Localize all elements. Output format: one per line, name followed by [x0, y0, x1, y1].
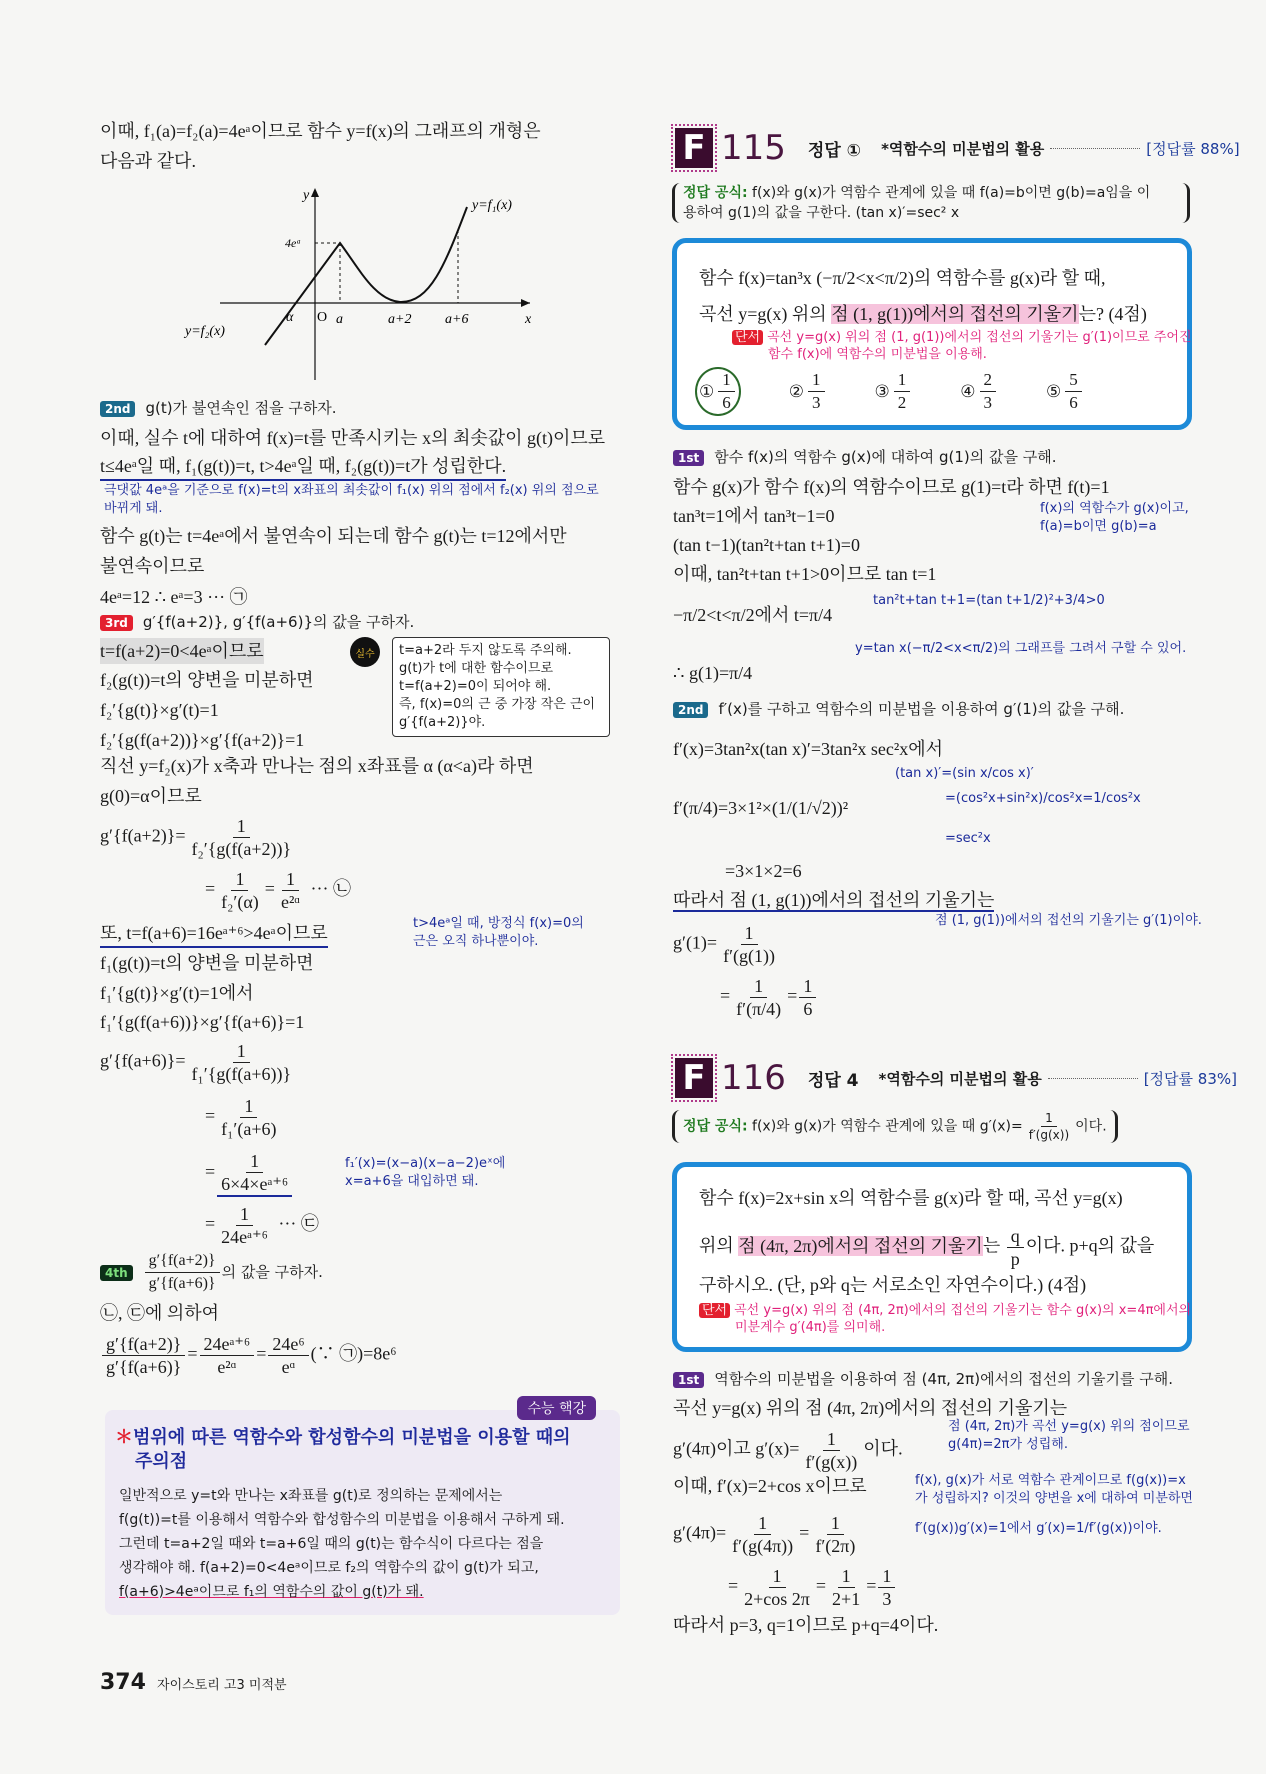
- text-line: 이때, 실수 t에 대하여 f(x)=t를 만족시키는 x의 최솟값이 g(t)이므로: [100, 428, 606, 448]
- text-line: 함수 g(x)가 함수 f(x)의 역함수이므로 g(1)=t라 하면 f(t)=1: [673, 477, 1110, 497]
- text-line: 또, t=f(a+6)=16eᵃ⁺⁶>4eᵃ이므로: [100, 920, 328, 948]
- side-note: tan²t+tan t+1=(tan t+1/2)²+3/4>0: [873, 593, 1105, 608]
- page-footer: [100, 1670, 287, 1695]
- side-note: x=a+6을 대입하면 돼.: [345, 1174, 479, 1189]
- hint: 단서 곡선 y=g(x) 위의 점 (1, g(1))에서의 접선의 기울기는 g′(1)이므로 주어진 함수 f(x)에 역함수의 미분법을 이용해.: [732, 329, 1192, 363]
- side-note: f(x), g(x)가 서로 역함수 관계이므로 f(g(x))=x: [915, 1473, 1186, 1488]
- equation: = $\frac{1}{\text{f₁′(a+6)}}$: [205, 1096, 277, 1139]
- equation: = $\frac{1}{\text{6×4×eᵃ⁺⁶}}$: [205, 1150, 294, 1197]
- tip-body: 일반적으로 y=t와 만나는 x좌표를 g(t)로 정의하는 문제에서는 f(g(t))=t를 이용해서 역함수와 합성함수의 미분법을 이용해서 구하게 돼. 그런데 t=a+2일 때와 t=a+6일 때의 g(t)는 함수식이 다르다는 점을 생각해야 해. f(a+2)=0<4eᵃ이므로 f₂의 역함수의 값이 g(t)가 되고, f(a+6)>4eᵃ이므로 f₁의 역함수의 값이 g(t)가 돼.: [119, 1488, 565, 1600]
- text-line: 따라서 p=3, q=1이므로 p+q=4이다.: [673, 1615, 939, 1635]
- question-text: 구하시오. (단, p와 q는 서로소인 자연수이다.) (4점): [699, 1275, 1087, 1295]
- text-line: f₁(g(t))=t의 양변을 미분하면: [100, 953, 314, 973]
- equation: = $\frac{1}{f'(\pi/4)}$ = $\frac{1}{6}$: [720, 975, 818, 1020]
- alpha-label: α: [286, 310, 294, 325]
- side-note: t>4eᵃ일 때, 방정식 f(x)=0의: [413, 916, 584, 931]
- answer-choice[interactable]: ⑤ 5 6: [1046, 367, 1084, 416]
- step-title: g(t)가 불연속인 점을 구하자.: [145, 399, 337, 417]
- text-line: f₁′{g(f(a+6))}×g′{f(a+6)}=1: [100, 1012, 305, 1032]
- tip-box: [105, 1401, 620, 1615]
- side-note: 극댓값 4eᵃ을 기준으로 f(x)=t의 x좌표의 최솟값이 f₁(x) 위의 점에서 f₂(x) 위의 점으로: [104, 483, 599, 498]
- text-line: 직선 y=f₂(x)가 x축과 만나는 점의 x좌표를 α (α<a)라 하면: [100, 756, 534, 776]
- tick-a: a: [336, 312, 343, 327]
- intro-line: 이때, f₁(a)=f₂(a)=4eᵃ이므로 함수 y=f(x)의 그래프의 개형은: [100, 121, 541, 141]
- text-line: =3×1×2=6: [725, 861, 802, 881]
- equation: g′(4π)이고 g′(x)= $\frac{1}{f'(g(x))}$ 이다.: [673, 1429, 903, 1472]
- side-note: 점 (1, g(1))에서의 접선의 기울기는 g′(1)이야.: [935, 913, 1202, 928]
- equation: $\frac{g'\{f(a+2)\}}{g'\{f(a+6)\}}$ = $\frac{\text{24eᵃ⁺⁶}}{\text{e²ᵅ}}$ = $\frac{\text{24e⁶}}{\text{eᵅ}}$ (∵ ㉠)=8e⁶: [100, 1333, 397, 1378]
- equation: = $\frac{1}{\text{24eᵃ⁺⁶}}$ ··· ㉢: [205, 1204, 319, 1247]
- equation: g′(4π)= $\frac{1}{f'(g(4\pi))}$ = $\frac{1}{f'(2\pi)}$: [673, 1513, 856, 1556]
- text-line: −π/2<t<π/2에서 t=π/4: [673, 605, 833, 625]
- question-box-115: [672, 238, 1192, 430]
- topic-label: *역함수의 미분법의 활용: [881, 139, 1045, 158]
- book-title: 자이스토리 고3 미적분: [157, 1678, 287, 1693]
- equation: g′{f(a+2)}= $\frac{1}{\text{f₂′\{g(f(a+2))\}}}$: [100, 816, 292, 859]
- hint: 단서 곡선 y=g(x) 위의 점 (4π, 2π)에서의 접선의 기울기는 함수 g(x)의 x=4π에서의 미분계수 g′(4π)를 의미해.: [699, 1302, 1191, 1336]
- step-badge: 4th: [100, 1265, 133, 1281]
- answer-formula: 정답 공식: f(x)와 g(x)가 역함수 관계에 있을 때 g′(x)= $\frac{1}{f'(g(x))}$ 이다.: [672, 1110, 1118, 1143]
- side-note: 가 성립하지? 이것의 양변을 x에 대하여 미분하면: [915, 1491, 1193, 1506]
- step-1st-heading: 1st 함수 f(x)의 역함수 g(x)에 대하여 g(1)의 값을 구해.: [673, 446, 1056, 467]
- side-note: y=tan x(−π/2<x<π/2)의 그래프를 그려서 구할 수 있어.: [855, 641, 1187, 656]
- page-number: 374: [100, 1670, 146, 1695]
- text-line: 불연속이므로: [100, 556, 205, 576]
- tick-a6: a+6: [445, 312, 469, 327]
- step-2nd-heading: 2nd f′(x)를 구하고 역함수의 미분법을 이용하여 g′(1)의 값을 구해.: [673, 698, 1124, 719]
- answer-choice[interactable]: ① 1 6: [695, 367, 741, 416]
- section-letter: F: [675, 1058, 713, 1098]
- text-line: 따라서 점 (1, g(1))에서의 접선의 기울기는: [673, 890, 995, 910]
- question-text: 함수 f(x)=tan³x (−π/2<x<π/2)의 역함수를 g(x)라 할 때,: [699, 268, 1106, 288]
- mistake-note: t=a+2라 두지 않도록 주의해. g(t)가 t에 대한 함수이므로 t=f(a+2)=0이 되어야 해. 즉, f(x)=0의 근 중 가장 작은 근이 g′{f(a+2)}야.: [392, 637, 610, 737]
- step-4th-heading: 4th $\frac{g'\{f(a+2)\}}{g'\{f(a+6)\}}$ 의 값을 구하자.: [100, 1250, 323, 1295]
- step-title: 의 값을 구하자.: [221, 1263, 323, 1281]
- text-line: f₂′{g(f(a+2))}×g′{f(a+2)}=1: [100, 730, 305, 750]
- answer-label: 정답 ①: [807, 140, 862, 161]
- section-letter: F: [675, 128, 713, 168]
- question-text: 함수 f(x)=2x+sin x의 역함수를 g(x)라 할 때, 곡선 y=g(x): [699, 1188, 1123, 1208]
- text-line: (tan t−1)(tan²t+tan t+1)=0: [673, 535, 860, 555]
- equation: g′{f(a+6)}= $\frac{1}{\text{f₁′\{g(f(a+6))\}}}$: [100, 1041, 292, 1084]
- text-line: t≤4eᵃ일 때, f₁(g(t))=t, t>4eᵃ일 때, f₂(g(t))=t가 성립한다.: [100, 453, 506, 481]
- side-note: f₁′(x)=(x−a)(x−a−2)eˣ에: [345, 1156, 506, 1171]
- answer-choice[interactable]: ③ 1 2: [875, 367, 913, 416]
- text-line: 이때, f′(x)=2+cos x이므로: [673, 1476, 867, 1496]
- tip-tag: 수능 핵강: [517, 1396, 596, 1420]
- text-line: t=f(a+2)=0<4eᵃ이므로: [100, 638, 264, 664]
- step-3rd-heading: [100, 611, 414, 632]
- side-note: (tan x)′=(sin x/cos x)′: [895, 766, 1034, 781]
- side-note: f(x)의 역함수가 g(x)이고,: [1040, 501, 1189, 516]
- y-axis-label: y: [303, 188, 310, 203]
- accuracy-rate: [정답률 83%]: [1143, 1069, 1237, 1088]
- step-1st-heading: 1st 역함수의 미분법을 이용하여 점 (4π, 2π)에서의 접선의 기울기를 구해.: [673, 1368, 1173, 1389]
- x-axis-label: x: [525, 312, 532, 327]
- mistake-icon: 실수: [350, 637, 380, 667]
- text-line: 이때, tan²t+tan t+1>0이므로 tan t=1: [673, 564, 937, 584]
- side-note: f(a)=b이면 g(b)=a: [1040, 519, 1157, 534]
- problem-number: 116: [721, 1058, 786, 1098]
- step-badge: 2nd: [100, 401, 135, 417]
- f2-label: y=f₂(x): [185, 324, 225, 339]
- peak-label: 4eᵃ: [285, 236, 302, 250]
- side-note: =(cos²x+sin²x)/cos²x=1/cos²x: [945, 791, 1141, 806]
- text-line: ㉡, ㉢에 의하여: [100, 1303, 220, 1323]
- text-line: 4eᵃ=12 ∴ eᵃ=3 ··· ㉠: [100, 587, 248, 607]
- text-line: f′(x)=3tan²x(tan x)′=3tan²x sec²x에서: [673, 739, 944, 759]
- problem-number: 115: [721, 128, 786, 168]
- problem-header-116: [675, 1058, 1237, 1098]
- function-graph: [180, 185, 540, 380]
- answer-choice[interactable]: ② 1 3: [789, 367, 827, 416]
- text-line: f₂′{g(t)}×g′(t)=1: [100, 700, 219, 720]
- text-line: f₂(g(t))=t의 양변을 미분하면: [100, 670, 314, 690]
- question-text: 곡선 y=g(x) 위의 점 (1, g(1))에서의 접선의 기울기는? (4점): [699, 304, 1147, 324]
- step-badge: 3rd: [100, 615, 133, 631]
- answer-label: 정답 4: [807, 1070, 859, 1091]
- text-line: f₁′{g(t)}×g′(t)=1에서: [100, 983, 254, 1003]
- accuracy-rate: [정답률 88%]: [1146, 139, 1240, 158]
- side-note: f′(g(x))g′(x)=1에서 g′(x)=1/f′(g(x))이야.: [915, 1521, 1162, 1536]
- side-note: 점 (4π, 2π)가 곡선 y=g(x) 위의 점이므로: [948, 1419, 1190, 1434]
- text-line: 함수 g(t)는 t=4eᵃ에서 불연속이 되는데 함수 g(t)는 t=12에서만: [100, 526, 567, 546]
- side-note: g(4π)=2π가 성립해.: [948, 1437, 1068, 1452]
- question-text: 위의 점 (4π, 2π)에서의 접선의 기울기는 $\frac{q}{p}$ 이다. p+q의 값을: [699, 1226, 1155, 1269]
- intro-line: 다음과 같다.: [100, 151, 196, 171]
- side-note: 바뀌게 돼.: [104, 501, 163, 516]
- text-line: f′(π/4)=3×1²×(1/(1/√2))²: [673, 798, 849, 818]
- f1-label: y=f₁(x): [472, 198, 512, 213]
- equation: = $\frac{1}{2+\cos 2\pi}$ = $\frac{1}{2+1}$ = $\frac{1}{3}$: [728, 1565, 897, 1610]
- topic-label: *역함수의 미분법의 활용: [878, 1069, 1042, 1088]
- side-note: =sec²x: [945, 831, 991, 846]
- tick-a2: a+2: [388, 312, 412, 327]
- answer-choice[interactable]: ④ 2 3: [960, 367, 998, 416]
- text-line: ∴ g(1)=π/4: [673, 663, 753, 683]
- equation: g′(1)= $\frac{1}{f'(g(1))}$: [673, 923, 775, 966]
- question-box-116: [672, 1162, 1192, 1352]
- text-line: 곡선 y=g(x) 위의 점 (4π, 2π)에서의 접선의 기울기는: [673, 1398, 1068, 1418]
- answer-formula: 정답 공식: f(x)와 g(x)가 역함수 관계에 있을 때 f(a)=b이면 g(b)=a임을 이 용하여 g(1)의 값을 구한다. (tan x)′=sec² x: [672, 183, 1190, 223]
- equation: = $\frac{1}{\text{f₂′(α)}}$ = $\frac{1}{\text{e²ᵅ}}$ ··· ㉡: [205, 869, 351, 912]
- step-title: g′{f(a+2)}, g′{f(a+6)}의 값을 구하자.: [142, 613, 415, 631]
- side-note: 근은 오직 하나뿐이야.: [413, 934, 539, 949]
- problem-header-115: [675, 128, 1240, 168]
- step-2nd-heading: [100, 397, 337, 418]
- origin-label: O: [317, 310, 328, 325]
- text-line: tan³t=1에서 tan³t−1=0: [673, 506, 835, 526]
- text-line: g(0)=α이므로: [100, 786, 202, 806]
- answer-choices: [695, 367, 1084, 416]
- tip-title: ＊범위에 따른 역함수와 합성함수의 미분법을 이용할 때의 주의점: [115, 1427, 571, 1472]
